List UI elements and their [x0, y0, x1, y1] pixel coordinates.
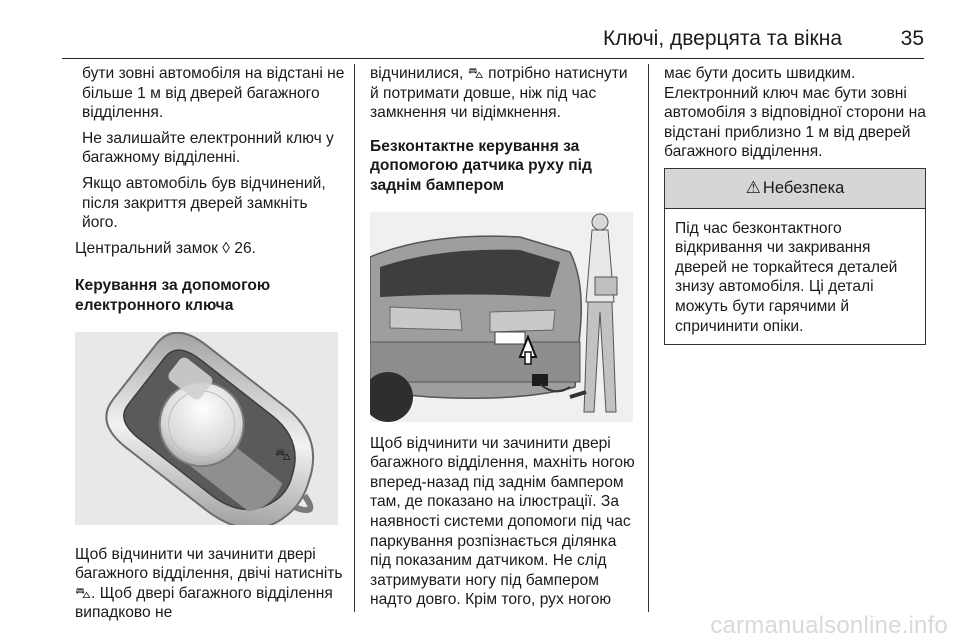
trunk-button-icon: ⛍: [275, 446, 292, 464]
warning-title: Небезпека: [762, 178, 845, 197]
section-heading: Безконтактне керування за допомогою датчика руху під заднім бампером: [370, 137, 592, 194]
page-number: 35: [900, 27, 924, 50]
warning-header: [665, 169, 925, 209]
column-divider: [354, 64, 355, 612]
column-divider: [648, 64, 649, 612]
header-rule: [62, 58, 924, 59]
electronic-key-illustration: [75, 332, 338, 525]
paragraph: Щоб відчинити чи зачинити двері багажного відділення, двічі натисніть ⛍. Щоб двері багажного відділення випадково не: [75, 545, 343, 622]
paragraph: Центральний замок ◊ 26.: [75, 239, 256, 257]
section-title: Ключі, дверцята та вікна: [602, 27, 842, 50]
column-3: [664, 64, 926, 345]
paragraph: відчинилися, ⛍ потрібно натиснути й потримати довше, ніж під час замкнення чи відімкнення.: [370, 65, 628, 122]
warning-box: [664, 168, 926, 345]
paragraph: бути зовні автомобіля на відстані не більше 1 м від дверей багажного відділення.: [82, 65, 345, 122]
paragraph: має бути досить швидким. Електронний ключ має бути зовні автомобіля з відповідної сторони на відстані приблизно 1 м від дверей багажного відділення.: [664, 65, 926, 161]
warning-triangle-icon: ⚠: [745, 177, 761, 197]
column-2: [370, 64, 640, 616]
paragraph: Якщо автомобіль був відчинений, після закриття дверей замкніть його.: [82, 174, 326, 232]
key-fob-image: [75, 332, 338, 525]
section-heading: Керування за допомогою електронного ключа: [75, 277, 271, 314]
warning-text: Під час безконтактного відкривання чи закривання дверей не торкайтеся деталей знизу автомобіля. Ці деталі можуть бути гарячими й спричинити опіки.: [675, 219, 898, 335]
car-and-person-image: [370, 212, 633, 422]
paragraph: Щоб відчинити чи зачинити двері багажного відділення, махніть ногою вперед-назад під заднім бампером там, де показано на ілюстрації. За наявності системи допомоги під час паркування розпізнається ділянка під показаним датчиком. Не слід затримувати ногу під бампером надто довго. Крім того, рух ногою: [370, 434, 635, 609]
rear-bumper-sensor-illustration: [370, 212, 633, 422]
column-1: [75, 64, 345, 629]
watermark: carmanualsonline.info: [710, 612, 948, 639]
paragraph: Не залишайте електронний ключ у багажному відділенні.: [82, 129, 334, 167]
